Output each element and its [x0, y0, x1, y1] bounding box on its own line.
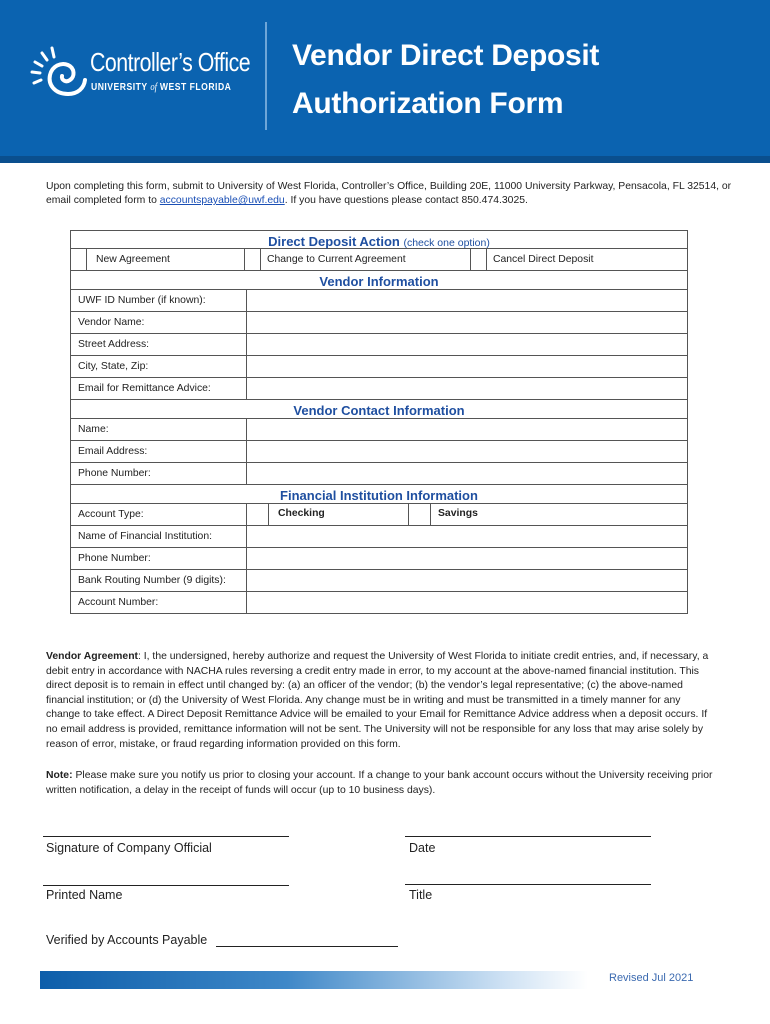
row-contact-phone	[70, 463, 688, 485]
city-state-zip-input[interactable]	[247, 356, 687, 377]
university-name-of: of	[150, 82, 158, 93]
field-label: Account Number:	[71, 592, 247, 613]
section-vendor-information	[70, 271, 688, 290]
contact-email-input[interactable]	[247, 441, 687, 462]
footer-gradient-bar	[40, 971, 588, 989]
vendor-name-input[interactable]	[247, 312, 687, 333]
field-label: Vendor Name:	[71, 312, 247, 333]
agreement-lead: Vendor Agreement	[46, 651, 138, 662]
field-label: Email for Remittance Advice:	[71, 378, 247, 399]
row-vendor-name	[70, 312, 688, 334]
field-label: City, State, Zip:	[71, 356, 247, 377]
option-label: Checking	[278, 508, 325, 519]
row-contact-name	[70, 419, 688, 441]
option-label: New Agreement	[96, 254, 170, 265]
contact-name-input[interactable]	[247, 419, 687, 440]
printed-name-label: Printed Name	[46, 888, 123, 902]
field-label: UWF ID Number (if known):	[71, 290, 247, 311]
institution-name-input[interactable]	[247, 526, 687, 547]
note-lead: Note:	[46, 770, 73, 781]
form-grid	[70, 230, 688, 614]
checkbox-savings[interactable]	[409, 504, 431, 526]
contact-phone-input[interactable]	[247, 463, 687, 484]
field-label: Phone Number:	[71, 463, 247, 484]
revised-date: Revised Jul 2021	[609, 972, 694, 984]
title-line[interactable]	[405, 884, 651, 885]
field-label: Street Address:	[71, 334, 247, 355]
checkbox-checking[interactable]	[247, 504, 269, 526]
intro-text-2: . If you have questions please contact 850.474.3025.	[284, 195, 528, 206]
signature-line[interactable]	[43, 836, 289, 837]
row-account-number	[70, 592, 688, 614]
section-direct-deposit-action	[70, 230, 688, 249]
account-number-input[interactable]	[247, 592, 687, 613]
title-label: Title	[409, 888, 433, 902]
option-cancel-deposit	[471, 249, 687, 270]
section-title: Direct Deposit Action	[268, 234, 400, 249]
row-uwf-id	[70, 290, 688, 312]
field-label: Account Type:	[71, 504, 247, 525]
header-band	[0, 156, 770, 163]
row-city-state-zip	[70, 356, 688, 378]
university-name-part1: UNIVERSITY	[91, 81, 148, 93]
form-title-line2: Authorization Form	[292, 87, 564, 120]
verified-line[interactable]	[216, 946, 398, 947]
form-title	[292, 32, 599, 128]
row-institution-phone	[70, 548, 688, 570]
field-label: Email Address:	[71, 441, 247, 462]
note-text: Please make sure you notify us prior to closing your account. If a change to your bank account occurs without the University receiving prior written notification, a delay in the receipt of funds will occur (up to 10 business days).	[46, 770, 713, 796]
account-type-options	[247, 504, 687, 525]
action-options-row	[70, 249, 688, 271]
option-change-agreement	[245, 249, 471, 270]
option-label: Cancel Direct Deposit	[493, 254, 594, 265]
date-line[interactable]	[405, 836, 651, 837]
row-contact-email	[70, 441, 688, 463]
row-remittance-email	[70, 378, 688, 400]
email-link[interactable]: accountspayable@uwf.edu	[159, 195, 285, 206]
checkbox-new-agreement[interactable]	[71, 249, 87, 271]
section-title: Vendor Contact Information	[293, 403, 465, 418]
checkbox-cancel-deposit[interactable]	[471, 249, 487, 271]
checkbox-change-agreement[interactable]	[245, 249, 261, 271]
section-title: Vendor Information	[319, 274, 439, 289]
university-name	[91, 81, 231, 93]
institution-phone-input[interactable]	[247, 548, 687, 569]
verified-label: Verified by Accounts Payable	[46, 933, 208, 947]
note	[46, 769, 716, 798]
intro-instructions	[46, 180, 736, 208]
option-new-agreement	[71, 249, 245, 270]
option-checking	[247, 504, 409, 525]
field-label: Name of Financial Institution:	[71, 526, 247, 547]
office-name: Controller’s Office	[90, 47, 251, 77]
printed-name-line[interactable]	[43, 885, 289, 886]
section-vendor-contact	[70, 400, 688, 419]
field-label: Bank Routing Number (9 digits):	[71, 570, 247, 591]
intro-text-1: Upon completing this form, submit to University of West Florida, Controller’s Office, Building 20E, 11000 University Parkway, Pensacola, FL 32514, or email completed form to	[46, 181, 732, 206]
field-label: Phone Number:	[71, 548, 247, 569]
row-street-address	[70, 334, 688, 356]
row-institution-name	[70, 526, 688, 548]
page-header	[0, 0, 770, 163]
field-label: Name:	[71, 419, 247, 440]
header-divider	[265, 22, 267, 130]
form-title-line1: Vendor Direct Deposit	[292, 39, 600, 72]
signature-label: Signature of Company Official	[46, 841, 212, 855]
row-account-type	[70, 504, 688, 526]
section-title: Financial Institution Information	[280, 488, 478, 503]
section-hint: (check one option)	[403, 237, 490, 249]
agreement-text: : I, the undersigned, hereby authorize and request the University of West Florida to initiate credit entries, and, if necessary, a debit entry in accordance with NACHA rules reversing a credit entry made in error, to my account at the above-named financial institution. This direct deposit is to remain in effect until changed by: (a) an officer of the vendor; (b) the vendor’s legal representative; (c) the above-named financial institution; or (d) the University of West Florida. Any change must be in writing and must be transmitted in a timely manner for any change to take effect. A Direct Deposit Remittance Advice will be emailed to your Email for Remittance Advice address when a deposit occurs. If no email address is provided, remittance information will not be sent. The University will not be responsible for any loss that may arise solely by reason of error, mistake, or fraud regarding information provided on this form.	[46, 651, 709, 750]
date-label: Date	[409, 841, 436, 855]
row-routing-number	[70, 570, 688, 592]
option-label: Savings	[438, 508, 478, 519]
uwf-id-input[interactable]	[247, 290, 687, 311]
street-address-input[interactable]	[247, 334, 687, 355]
remittance-email-input[interactable]	[247, 378, 687, 399]
option-savings	[409, 504, 687, 525]
routing-number-input[interactable]	[247, 570, 687, 591]
section-financial-institution	[70, 485, 688, 504]
option-label: Change to Current Agreement	[267, 254, 406, 265]
university-name-part2: WEST FLORIDA	[159, 81, 232, 93]
vendor-agreement	[46, 650, 716, 752]
